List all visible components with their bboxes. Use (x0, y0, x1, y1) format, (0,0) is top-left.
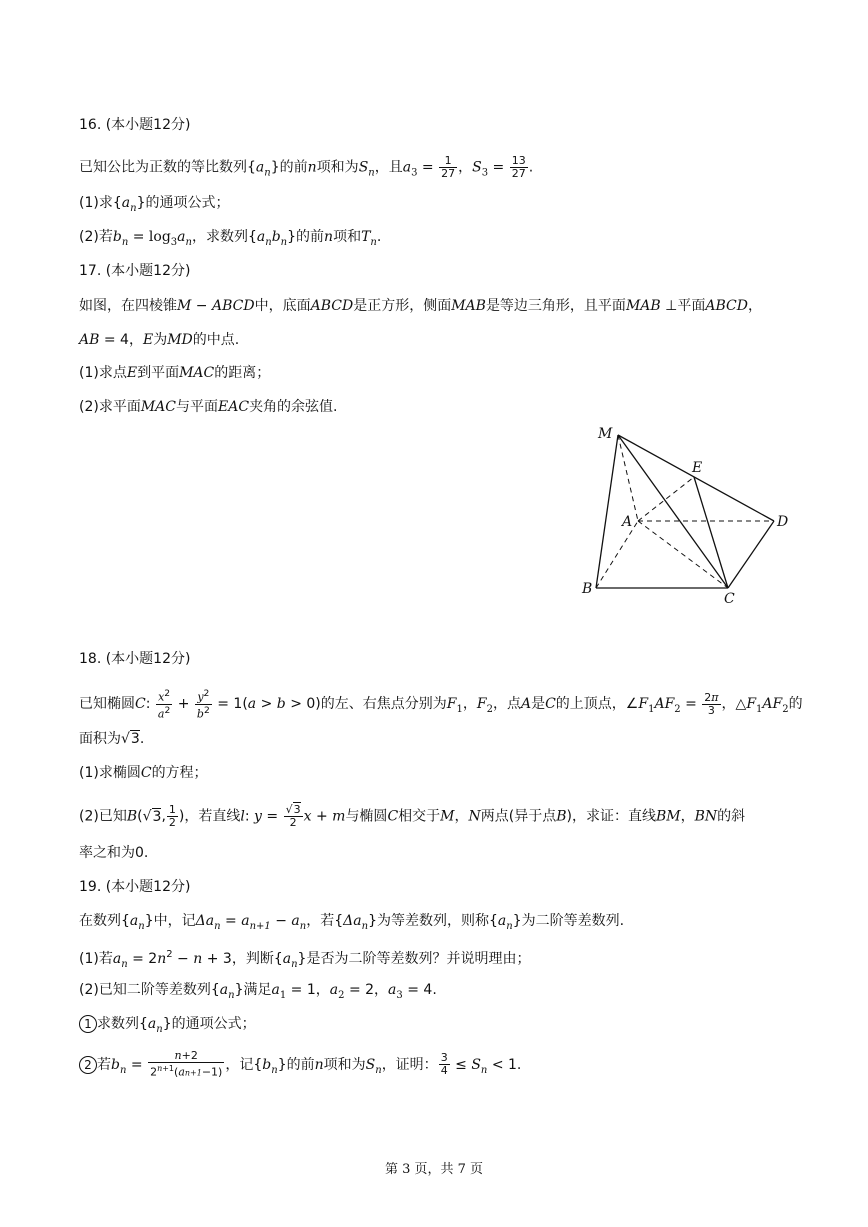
edge-EC (694, 477, 728, 588)
pyramid-figure (570, 420, 800, 610)
p19-q2: (2)已知二阶等差数列$\{a_n\}$满足$a_1 = 1$，$a_2 = 2$，$a_3 = 4$. (79, 982, 437, 1001)
label-D: D (777, 514, 789, 530)
edge-BA (596, 521, 638, 588)
p19-q2-ii: 2 若$b_n$ = $\frac{n+2}{2^{n+1}(an+1-1)}$ ，记$\{b_n\}$的前n项和为$S_n$，证明： $\frac{3}{4}$ ≤ $S_n < 1$. (79, 1050, 521, 1081)
edge-AC (638, 521, 728, 588)
p18-q2-1: (2)已知B(√3, $\frac{1}{2}$ )，若直线l: y = $\frac{√3}{2}$ x + m与椭圆C相交于M，N两点(异于点B)，求证：直线BM，BN的斜 (79, 803, 746, 829)
p18-stem-1: 已知椭圆C: $\frac{x^2}{a^2}$ + $\frac{y^2}{b^2}$ = 1(a > b > 0)的左、右焦点分别为$F_1$，$F_2$，点A是C的上顶点，$\angle F_1AF_2$ = $\frac{2\pi}{3}$ ，$\triangle F_1AF_2$的 (79, 688, 803, 721)
p16-q2: (2)若$b_n = \log_3a_n$，求数列$\{a_nb_n\}$的前n项和$T_n$. (79, 229, 382, 248)
p19-stem: 在数列$\{a_n\}$中，记$\Delta a_n = a_{n+1} - a_n$，若$\{\Delta a_n\}$为等差数列，则称$\{a_n\}$为二阶等差数列. (79, 913, 625, 932)
p17-stem-1: 如图，在四棱锥M − ABCD中，底面ABCD是正方形，侧面MAB是等边三角形，且平面MAB ⊥平面ABCD， (79, 298, 762, 314)
page-footer: 第 3 页，共 7 页 (384, 1162, 484, 1177)
p18-header: 18. (本小题12分) (79, 651, 191, 667)
p16-q1: (1)求$\{a_n\}$的通项公式； (79, 195, 230, 214)
label-B: B (582, 581, 593, 597)
p17-stem-2: AB = 4，E为MD的中点. (79, 332, 240, 348)
edge-AE (638, 477, 694, 521)
p19-header: 19. (本小题12分) (79, 879, 191, 895)
label-M: M (598, 426, 613, 442)
p18-q1: (1)求椭圆C的方程； (79, 765, 208, 781)
label-E: E (692, 460, 703, 476)
edge-MB (596, 435, 618, 588)
p19-q1: (1)若$a_n = 2n^2 - n + 3$，判断$\{a_n\}$是否为二阶等差数列？并说明理由； (79, 949, 531, 970)
p18-q2-2: 率之和为0. (79, 845, 149, 861)
p16-stem: 已知公比为正数的等比数列$\{a_n\}$的前n项和为$S_n$，且$a_3$ = $\frac{1}{27}$ ，$S_3$ = $\frac{13}{27}$ . (79, 154, 534, 180)
label-A: A (622, 514, 633, 530)
edge-MC (618, 435, 728, 588)
label-C: C (724, 591, 735, 607)
p16-header: 16. (本小题12分) (79, 117, 191, 133)
p17-q1: (1)求点E到平面MAC的距离； (79, 365, 271, 381)
p19-q2-i: 1 求数列$\{a_n\}$的通项公式； (79, 1014, 256, 1040)
p18-stem-2: 面积为√3. (79, 731, 145, 747)
p17-header: 17. (本小题12分) (79, 263, 191, 279)
edge-MD (618, 435, 774, 521)
edge-CD (728, 521, 774, 588)
p17-q2: (2)求平面MAC与平面EAC夹角的余弦值. (79, 399, 338, 415)
